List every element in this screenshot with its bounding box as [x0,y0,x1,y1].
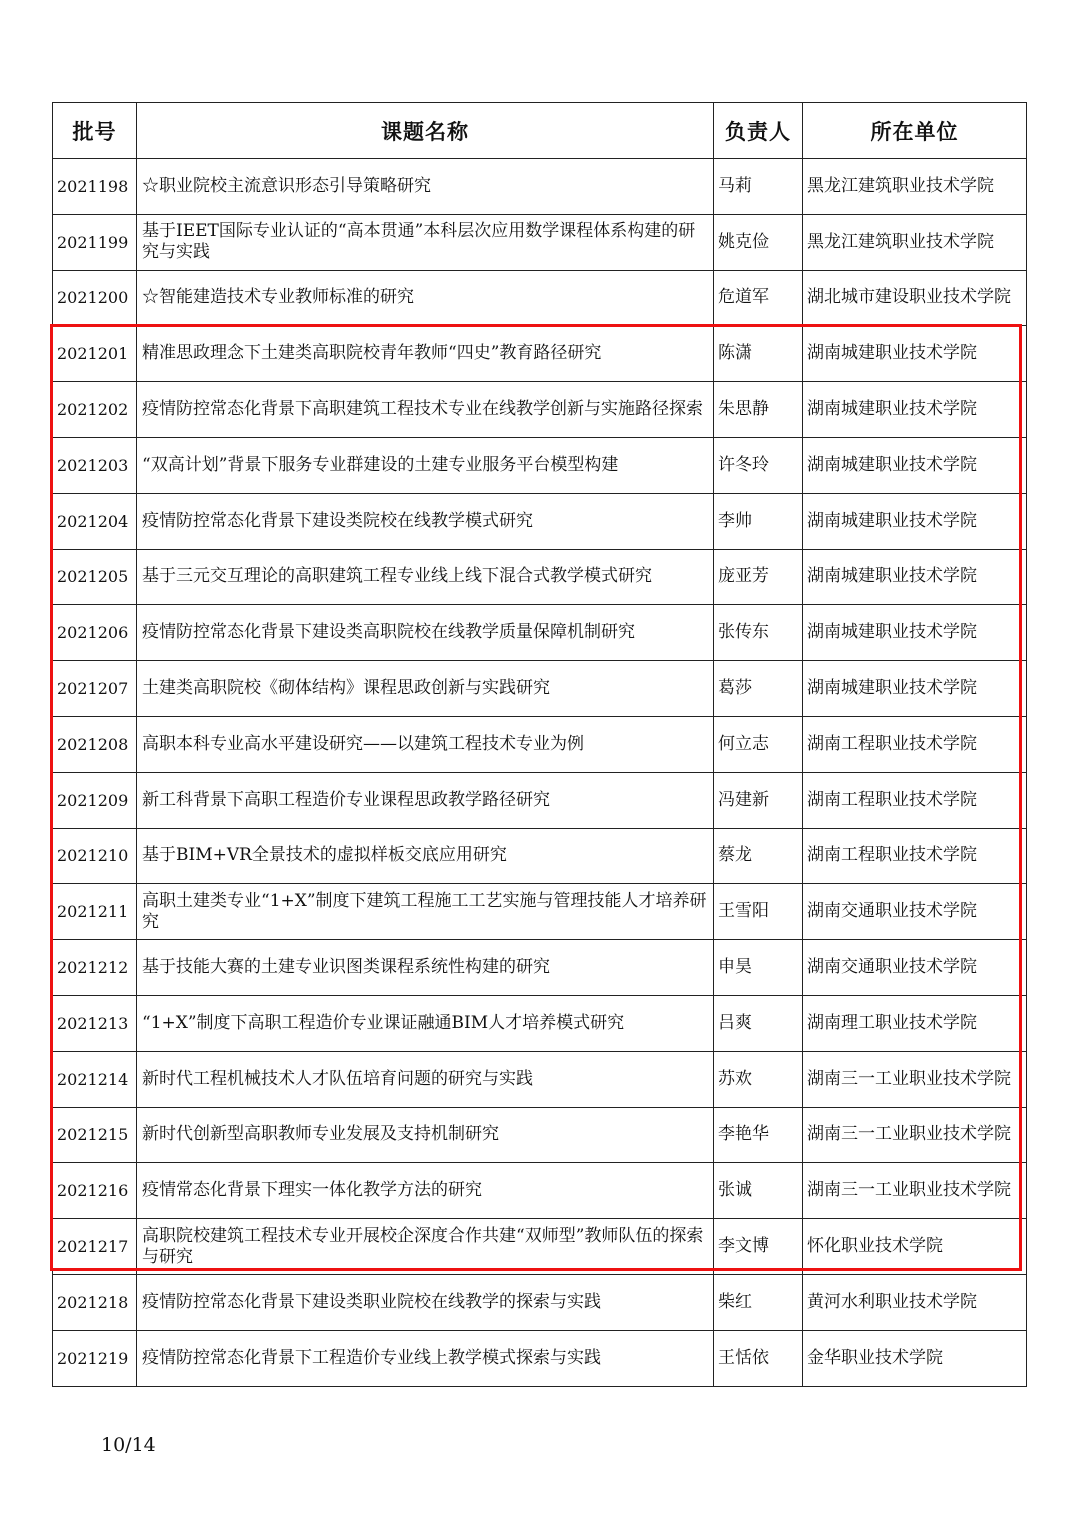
leader-cell: 李艳华 [714,1107,803,1163]
table-header-row [53,103,1027,159]
table-row [53,1330,1027,1386]
table-row [53,940,1027,996]
batch-number-cell: 2021214 [53,1051,137,1107]
project-title-cell: 新时代创新型高职教师专业发展及支持机制研究 [137,1107,714,1163]
batch-number-cell: 2021212 [53,940,137,996]
table-row [53,326,1027,382]
unit-cell: 湖南交通职业技术学院 [803,940,1027,996]
project-title-cell: 疫情防控常态化背景下建设类院校在线教学模式研究 [137,493,714,549]
leader-cell: 张传东 [714,605,803,661]
leader-cell: 朱思静 [714,382,803,438]
page-number: 10/14 [101,1434,156,1456]
project-title-cell: 基于三元交互理论的高职建筑工程专业线上线下混合式教学模式研究 [137,549,714,605]
project-title-cell: 基于BIM+VR全景技术的虚拟样板交底应用研究 [137,828,714,884]
table-row [53,772,1027,828]
leader-cell: 马莉 [714,159,803,215]
table-row [53,437,1027,493]
table-row [53,716,1027,772]
table-row [53,605,1027,661]
batch-number-cell: 2021210 [53,828,137,884]
header-batch-number: 批号 [53,103,137,159]
project-title-cell: 基于IEET国际专业认证的“高本贯通”本科层次应用数学课程体系构建的研究与实践 [137,214,714,270]
unit-cell: 湖南三一工业职业技术学院 [803,1107,1027,1163]
batch-number-cell: 2021217 [53,1219,137,1275]
batch-number-cell: 2021216 [53,1163,137,1219]
unit-cell: 湖南工程职业技术学院 [803,772,1027,828]
unit-cell: 湖南三一工业职业技术学院 [803,1051,1027,1107]
batch-number-cell: 2021215 [53,1107,137,1163]
project-title-cell: 精准思政理念下土建类高职院校青年教师“四史”教育路径研究 [137,326,714,382]
project-title-cell: ☆智能建造技术专业教师标准的研究 [137,270,714,326]
unit-cell: 湖南交通职业技术学院 [803,884,1027,940]
unit-cell: 黄河水利职业技术学院 [803,1274,1027,1330]
leader-cell: 冯建新 [714,772,803,828]
leader-cell: 陈潇 [714,326,803,382]
leader-cell: 申昊 [714,940,803,996]
table-row [53,1274,1027,1330]
leader-cell: 庞亚芳 [714,549,803,605]
project-title-cell: ☆职业院校主流意识形态引导策略研究 [137,159,714,215]
table-row [53,661,1027,717]
leader-cell: 蔡龙 [714,828,803,884]
table-row [53,995,1027,1051]
project-title-cell: 新工科背景下高职工程造价专业课程思政教学路径研究 [137,772,714,828]
table-row [53,1163,1027,1219]
leader-cell: 吕爽 [714,995,803,1051]
batch-number-cell: 2021202 [53,382,137,438]
unit-cell: 黑龙江建筑职业技术学院 [803,159,1027,215]
unit-cell: 黑龙江建筑职业技术学院 [803,214,1027,270]
header-unit: 所在单位 [803,103,1027,159]
batch-number-cell: 2021203 [53,437,137,493]
project-title-cell: “双高计划”背景下服务专业群建设的土建专业服务平台模型构建 [137,437,714,493]
project-table [52,102,1027,1387]
batch-number-cell: 2021207 [53,661,137,717]
batch-number-cell: 2021219 [53,1330,137,1386]
unit-cell: 湖南工程职业技术学院 [803,828,1027,884]
unit-cell: 湖南工程职业技术学院 [803,716,1027,772]
header-leader: 负责人 [714,103,803,159]
table-row [53,493,1027,549]
project-title-cell: 高职土建类专业“1+X”制度下建筑工程施工工艺实施与管理技能人才培养研究 [137,884,714,940]
project-title-cell: 疫情防控常态化背景下建设类职业院校在线教学的探索与实践 [137,1274,714,1330]
project-title-cell: 基于技能大赛的土建专业识图类课程系统性构建的研究 [137,940,714,996]
leader-cell: 柴红 [714,1274,803,1330]
unit-cell: 湖南城建职业技术学院 [803,493,1027,549]
table-row [53,549,1027,605]
table-row [53,214,1027,270]
unit-cell: 怀化职业技术学院 [803,1219,1027,1275]
leader-cell: 苏欢 [714,1051,803,1107]
project-title-cell: 疫情防控常态化背景下高职建筑工程技术专业在线教学创新与实施路径探索 [137,382,714,438]
batch-number-cell: 2021198 [53,159,137,215]
batch-number-cell: 2021213 [53,995,137,1051]
project-title-cell: 疫情常态化背景下理实一体化教学方法的研究 [137,1163,714,1219]
leader-cell: 危道军 [714,270,803,326]
leader-cell: 许冬玲 [714,437,803,493]
project-title-cell: 疫情防控常态化背景下建设类高职院校在线教学质量保障机制研究 [137,605,714,661]
table-row [53,828,1027,884]
batch-number-cell: 2021209 [53,772,137,828]
unit-cell: 湖北城市建设职业技术学院 [803,270,1027,326]
project-title-cell: 高职本科专业高水平建设研究——以建筑工程技术专业为例 [137,716,714,772]
project-title-cell: 新时代工程机械技术人才队伍培育问题的研究与实践 [137,1051,714,1107]
project-title-cell: “1+X”制度下高职工程造价专业课证融通BIM人才培养模式研究 [137,995,714,1051]
unit-cell: 湖南城建职业技术学院 [803,382,1027,438]
unit-cell: 湖南城建职业技术学院 [803,661,1027,717]
header-project-title: 课题名称 [137,103,714,159]
table-row [53,1107,1027,1163]
batch-number-cell: 2021208 [53,716,137,772]
unit-cell: 湖南理工职业技术学院 [803,995,1027,1051]
project-title-cell: 高职院校建筑工程技术专业开展校企深度合作共建“双师型”教师队伍的探索与研究 [137,1219,714,1275]
unit-cell: 湖南三一工业职业技术学院 [803,1163,1027,1219]
batch-number-cell: 2021204 [53,493,137,549]
leader-cell: 姚克俭 [714,214,803,270]
unit-cell: 湖南城建职业技术学院 [803,549,1027,605]
leader-cell: 王恬依 [714,1330,803,1386]
table-row [53,159,1027,215]
project-title-cell: 疫情防控常态化背景下工程造价专业线上教学模式探索与实践 [137,1330,714,1386]
leader-cell: 王雪阳 [714,884,803,940]
batch-number-cell: 2021218 [53,1274,137,1330]
leader-cell: 李文博 [714,1219,803,1275]
batch-number-cell: 2021205 [53,549,137,605]
table-row [53,1219,1027,1275]
project-title-cell: 土建类高职院校《砌体结构》课程思政创新与实践研究 [137,661,714,717]
unit-cell: 金华职业技术学院 [803,1330,1027,1386]
batch-number-cell: 2021211 [53,884,137,940]
unit-cell: 湖南城建职业技术学院 [803,326,1027,382]
batch-number-cell: 2021201 [53,326,137,382]
batch-number-cell: 2021206 [53,605,137,661]
leader-cell: 何立志 [714,716,803,772]
batch-number-cell: 2021200 [53,270,137,326]
leader-cell: 李帅 [714,493,803,549]
leader-cell: 张诚 [714,1163,803,1219]
table-body [53,159,1027,1387]
unit-cell: 湖南城建职业技术学院 [803,605,1027,661]
table-row [53,270,1027,326]
unit-cell: 湖南城建职业技术学院 [803,437,1027,493]
leader-cell: 葛莎 [714,661,803,717]
table-row [53,1051,1027,1107]
table-row [53,884,1027,940]
batch-number-cell: 2021199 [53,214,137,270]
table-row [53,382,1027,438]
